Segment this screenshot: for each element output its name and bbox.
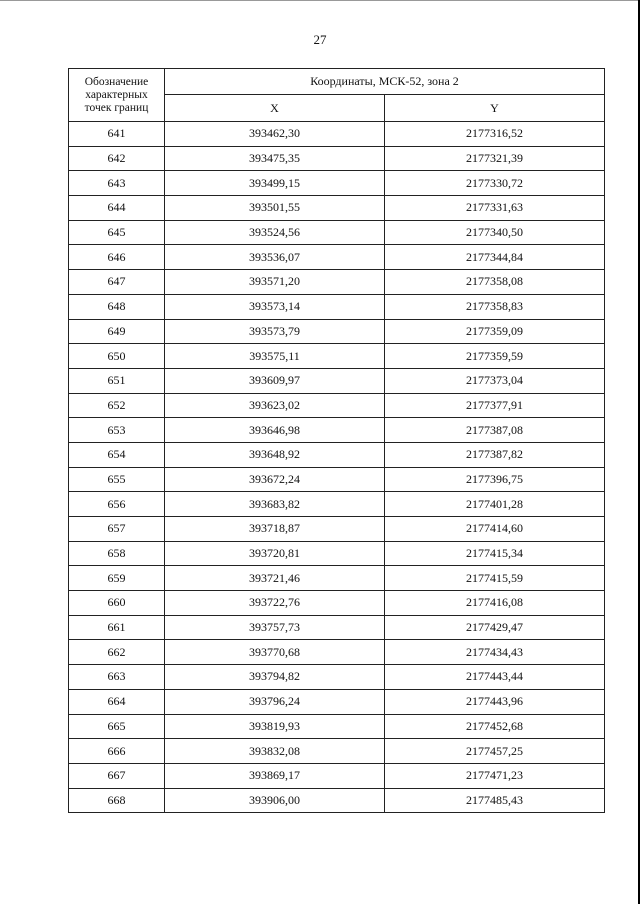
- x-coordinate-cell: 393721,46: [165, 566, 385, 591]
- point-header-line-2: характерных: [85, 88, 148, 101]
- table-row: [69, 418, 605, 443]
- point-number-cell: 658: [69, 541, 165, 566]
- header-row-top: [69, 69, 605, 95]
- x-coordinate-cell: 393672,24: [165, 467, 385, 492]
- y-coordinate-cell: 2177457,25: [385, 739, 605, 764]
- x-coordinate-cell: 393718,87: [165, 517, 385, 542]
- y-coordinate-cell: 2177331,63: [385, 196, 605, 221]
- y-column-header: Y: [385, 95, 605, 122]
- x-coordinate-cell: 393794,82: [165, 665, 385, 690]
- y-coordinate-cell: 2177344,84: [385, 245, 605, 270]
- x-column-header: X: [165, 95, 385, 122]
- table-row: [69, 368, 605, 393]
- x-coordinate-cell: 393757,73: [165, 615, 385, 640]
- table-header: [69, 69, 605, 122]
- y-coordinate-cell: 2177401,28: [385, 492, 605, 517]
- x-coordinate-cell: 393832,08: [165, 739, 385, 764]
- point-number-cell: 657: [69, 517, 165, 542]
- y-coordinate-cell: 2177414,60: [385, 517, 605, 542]
- table-row: [69, 171, 605, 196]
- table-row: [69, 319, 605, 344]
- x-coordinate-cell: 393683,82: [165, 492, 385, 517]
- x-coordinate-cell: 393571,20: [165, 270, 385, 295]
- x-coordinate-cell: 393648,92: [165, 442, 385, 467]
- point-designation-header: [69, 69, 165, 122]
- x-coordinate-cell: 393646,98: [165, 418, 385, 443]
- point-number-cell: 644: [69, 196, 165, 221]
- x-coordinate-cell: 393770,68: [165, 640, 385, 665]
- x-coordinate-cell: 393501,55: [165, 196, 385, 221]
- y-coordinate-cell: 2177316,52: [385, 122, 605, 147]
- table-row: [69, 517, 605, 542]
- point-number-cell: 650: [69, 344, 165, 369]
- x-coordinate-cell: 393573,14: [165, 294, 385, 319]
- table-row: [69, 196, 605, 221]
- y-coordinate-cell: 2177387,08: [385, 418, 605, 443]
- coordinates-table: [68, 68, 605, 813]
- x-coordinate-cell: 393462,30: [165, 122, 385, 147]
- table-row: [69, 763, 605, 788]
- table-row: [69, 615, 605, 640]
- x-coordinate-cell: 393906,00: [165, 788, 385, 813]
- point-number-cell: 662: [69, 640, 165, 665]
- point-number-cell: 660: [69, 591, 165, 616]
- table-row: [69, 393, 605, 418]
- y-coordinate-cell: 2177330,72: [385, 171, 605, 196]
- table-row: [69, 146, 605, 171]
- x-coordinate-cell: 393869,17: [165, 763, 385, 788]
- point-number-cell: 647: [69, 270, 165, 295]
- y-coordinate-cell: 2177359,09: [385, 319, 605, 344]
- y-coordinate-cell: 2177452,68: [385, 714, 605, 739]
- table-row: [69, 245, 605, 270]
- point-number-cell: 666: [69, 739, 165, 764]
- point-number-cell: 642: [69, 146, 165, 171]
- y-coordinate-cell: 2177358,83: [385, 294, 605, 319]
- point-number-cell: 651: [69, 368, 165, 393]
- point-number-cell: 643: [69, 171, 165, 196]
- point-number-cell: 645: [69, 220, 165, 245]
- point-number-cell: 668: [69, 788, 165, 813]
- point-number-cell: 649: [69, 319, 165, 344]
- table-row: [69, 665, 605, 690]
- table-row: [69, 344, 605, 369]
- x-coordinate-cell: 393573,79: [165, 319, 385, 344]
- table-row: [69, 442, 605, 467]
- x-coordinate-cell: 393623,02: [165, 393, 385, 418]
- point-number-cell: 641: [69, 122, 165, 147]
- table-row: [69, 739, 605, 764]
- y-coordinate-cell: 2177415,34: [385, 541, 605, 566]
- page-top-edge: [0, 0, 640, 1]
- y-coordinate-cell: 2177340,50: [385, 220, 605, 245]
- x-coordinate-cell: 393499,15: [165, 171, 385, 196]
- table-row: [69, 566, 605, 591]
- coordinates-system-header: Координаты, МСК-52, зона 2: [165, 69, 605, 95]
- x-coordinate-cell: 393536,07: [165, 245, 385, 270]
- y-coordinate-cell: 2177396,75: [385, 467, 605, 492]
- y-coordinate-cell: 2177471,23: [385, 763, 605, 788]
- x-coordinate-cell: 393819,93: [165, 714, 385, 739]
- table-row: [69, 294, 605, 319]
- point-number-cell: 661: [69, 615, 165, 640]
- x-coordinate-cell: 393524,56: [165, 220, 385, 245]
- table-row: [69, 714, 605, 739]
- point-number-cell: 648: [69, 294, 165, 319]
- page-number: 27: [313, 32, 327, 47]
- y-coordinate-cell: 2177429,47: [385, 615, 605, 640]
- point-number-cell: 654: [69, 442, 165, 467]
- y-coordinate-cell: 2177415,59: [385, 566, 605, 591]
- y-coordinate-cell: 2177434,43: [385, 640, 605, 665]
- point-number-cell: 664: [69, 689, 165, 714]
- y-coordinate-cell: 2177358,08: [385, 270, 605, 295]
- table-body: [69, 122, 605, 813]
- y-coordinate-cell: 2177387,82: [385, 442, 605, 467]
- x-coordinate-cell: 393475,35: [165, 146, 385, 171]
- y-coordinate-cell: 2177359,59: [385, 344, 605, 369]
- table-row: [69, 492, 605, 517]
- y-coordinate-cell: 2177373,04: [385, 368, 605, 393]
- table-row: [69, 122, 605, 147]
- x-coordinate-cell: 393720,81: [165, 541, 385, 566]
- table-row: [69, 689, 605, 714]
- point-header-line-1: Обозначение: [84, 75, 149, 88]
- x-coordinate-cell: 393575,11: [165, 344, 385, 369]
- table-row: [69, 467, 605, 492]
- y-coordinate-cell: 2177321,39: [385, 146, 605, 171]
- point-number-cell: 659: [69, 566, 165, 591]
- y-coordinate-cell: 2177443,44: [385, 665, 605, 690]
- table-row: [69, 541, 605, 566]
- point-number-cell: 652: [69, 393, 165, 418]
- table-row: [69, 220, 605, 245]
- table-row: [69, 270, 605, 295]
- point-number-cell: 646: [69, 245, 165, 270]
- table-row: [69, 788, 605, 813]
- y-coordinate-cell: 2177377,91: [385, 393, 605, 418]
- table-row: [69, 640, 605, 665]
- point-number-cell: 663: [69, 665, 165, 690]
- x-coordinate-cell: 393796,24: [165, 689, 385, 714]
- point-number-cell: 665: [69, 714, 165, 739]
- y-coordinate-cell: 2177485,43: [385, 788, 605, 813]
- point-number-cell: 655: [69, 467, 165, 492]
- point-number-cell: 667: [69, 763, 165, 788]
- y-coordinate-cell: 2177416,08: [385, 591, 605, 616]
- point-number-cell: 656: [69, 492, 165, 517]
- point-header-line-3: точек границ: [84, 101, 149, 114]
- table-row: [69, 591, 605, 616]
- x-coordinate-cell: 393722,76: [165, 591, 385, 616]
- y-coordinate-cell: 2177443,96: [385, 689, 605, 714]
- point-number-cell: 653: [69, 418, 165, 443]
- x-coordinate-cell: 393609,97: [165, 368, 385, 393]
